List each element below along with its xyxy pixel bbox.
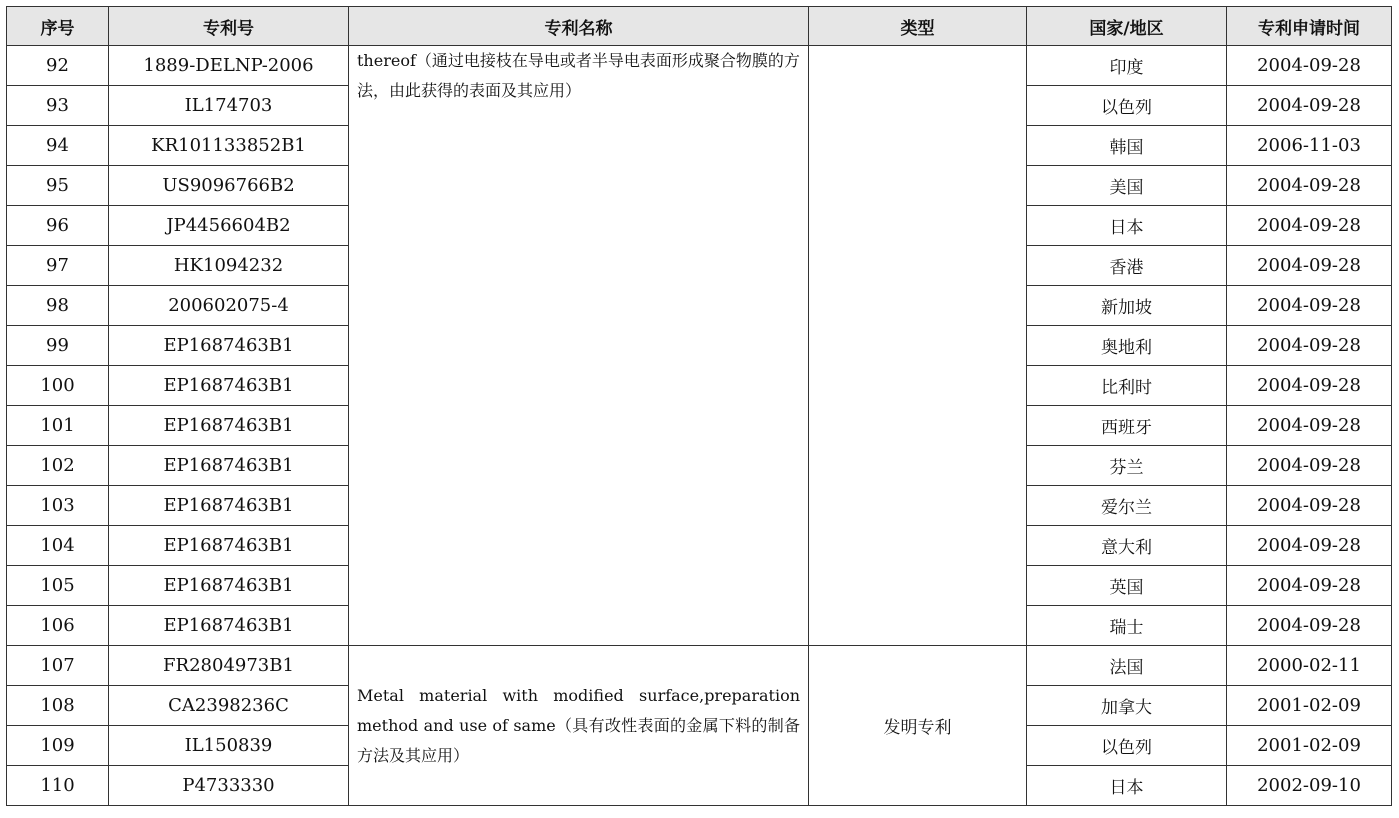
row-filing-date: 2004-09-28: [1227, 246, 1392, 286]
row-region: 韩国: [1027, 126, 1227, 166]
row-index: 98: [7, 286, 109, 326]
row-filing-date: 2004-09-28: [1227, 206, 1392, 246]
row-filing-date: 2004-09-28: [1227, 366, 1392, 406]
row-index: 92: [7, 46, 109, 86]
row-index: 95: [7, 166, 109, 206]
header-row: [7, 7, 1392, 46]
row-patent-no: EP1687463B1: [109, 366, 349, 406]
row-patent-no: EP1687463B1: [109, 526, 349, 566]
row-filing-date: 2004-09-28: [1227, 86, 1392, 126]
row-patent-no: EP1687463B1: [109, 486, 349, 526]
row-patent-no: EP1687463B1: [109, 446, 349, 486]
row-index: 100: [7, 366, 109, 406]
row-filing-date: 2004-09-28: [1227, 446, 1392, 486]
row-index: 102: [7, 446, 109, 486]
row-index: 99: [7, 326, 109, 366]
row-index: 103: [7, 486, 109, 526]
row-filing-date: 2004-09-28: [1227, 406, 1392, 446]
row-patent-no: EP1687463B1: [109, 406, 349, 446]
table-body: [7, 46, 1392, 806]
row-index: 108: [7, 686, 109, 726]
row-region: 意大利: [1027, 526, 1227, 566]
row-filing-date: 2001-02-09: [1227, 726, 1392, 766]
row-patent-no: KR101133852B1: [109, 126, 349, 166]
header-patent-no: 专利号: [109, 7, 349, 46]
row-region: 爱尔兰: [1027, 486, 1227, 526]
row-index: 107: [7, 646, 109, 686]
header-index: 序号: [7, 7, 109, 46]
table-row: [7, 646, 1392, 686]
table-row: [7, 46, 1392, 86]
row-index: 104: [7, 526, 109, 566]
patent-name-cell: Metal material with modified surface,preparation method and use of same（具有改性表面的金属下料的制备方法及其应用）: [349, 646, 809, 806]
row-filing-date: 2004-09-28: [1227, 46, 1392, 86]
row-patent-no: 1889-DELNP-2006: [109, 46, 349, 86]
row-filing-date: 2004-09-28: [1227, 326, 1392, 366]
row-patent-no: EP1687463B1: [109, 566, 349, 606]
patent-type-cell: 发明专利: [809, 646, 1027, 806]
row-filing-date: 2004-09-28: [1227, 286, 1392, 326]
row-index: 105: [7, 566, 109, 606]
row-index: 106: [7, 606, 109, 646]
row-patent-no: HK1094232: [109, 246, 349, 286]
row-index: 93: [7, 86, 109, 126]
row-index: 96: [7, 206, 109, 246]
row-patent-no: P4733330: [109, 766, 349, 806]
row-patent-no: 200602075-4: [109, 286, 349, 326]
row-region: 芬兰: [1027, 446, 1227, 486]
row-patent-no: US9096766B2: [109, 166, 349, 206]
row-region: 美国: [1027, 166, 1227, 206]
row-index: 110: [7, 766, 109, 806]
row-region: 奥地利: [1027, 326, 1227, 366]
row-filing-date: 2004-09-28: [1227, 526, 1392, 566]
row-region: 印度: [1027, 46, 1227, 86]
row-filing-date: 2004-09-28: [1227, 166, 1392, 206]
row-patent-no: EP1687463B1: [109, 606, 349, 646]
row-filing-date: 2004-09-28: [1227, 606, 1392, 646]
row-region: 新加坡: [1027, 286, 1227, 326]
row-filing-date: 2002-09-10: [1227, 766, 1392, 806]
patent-type-cell: [809, 46, 1027, 646]
row-filing-date: 2004-09-28: [1227, 566, 1392, 606]
row-index: 109: [7, 726, 109, 766]
row-index: 97: [7, 246, 109, 286]
row-index: 94: [7, 126, 109, 166]
header-filing-date: 专利申请时间: [1227, 7, 1392, 46]
row-region: 英国: [1027, 566, 1227, 606]
row-region: 瑞士: [1027, 606, 1227, 646]
row-index: 101: [7, 406, 109, 446]
row-patent-no: JP4456604B2: [109, 206, 349, 246]
row-region: 比利时: [1027, 366, 1227, 406]
header-patent-name: 专利名称: [349, 7, 809, 46]
row-region: 以色列: [1027, 726, 1227, 766]
row-region: 以色列: [1027, 86, 1227, 126]
row-patent-no: EP1687463B1: [109, 326, 349, 366]
row-region: 日本: [1027, 206, 1227, 246]
row-patent-no: CA2398236C: [109, 686, 349, 726]
row-filing-date: 2001-02-09: [1227, 686, 1392, 726]
header-region: 国家/地区: [1027, 7, 1227, 46]
row-filing-date: 2004-09-28: [1227, 486, 1392, 526]
header-type: 类型: [809, 7, 1027, 46]
row-patent-no: IL150839: [109, 726, 349, 766]
row-patent-no: IL174703: [109, 86, 349, 126]
row-region: 香港: [1027, 246, 1227, 286]
patent-name-cell: thereof（通过电接枝在导电或者半导电表面形成聚合物膜的方法，由此获得的表面及其应用）: [349, 46, 809, 646]
row-region: 加拿大: [1027, 686, 1227, 726]
patent-table: [6, 6, 1392, 806]
row-region: 西班牙: [1027, 406, 1227, 446]
row-region: 法国: [1027, 646, 1227, 686]
row-filing-date: 2006-11-03: [1227, 126, 1392, 166]
row-patent-no: FR2804973B1: [109, 646, 349, 686]
row-filing-date: 2000-02-11: [1227, 646, 1392, 686]
row-region: 日本: [1027, 766, 1227, 806]
